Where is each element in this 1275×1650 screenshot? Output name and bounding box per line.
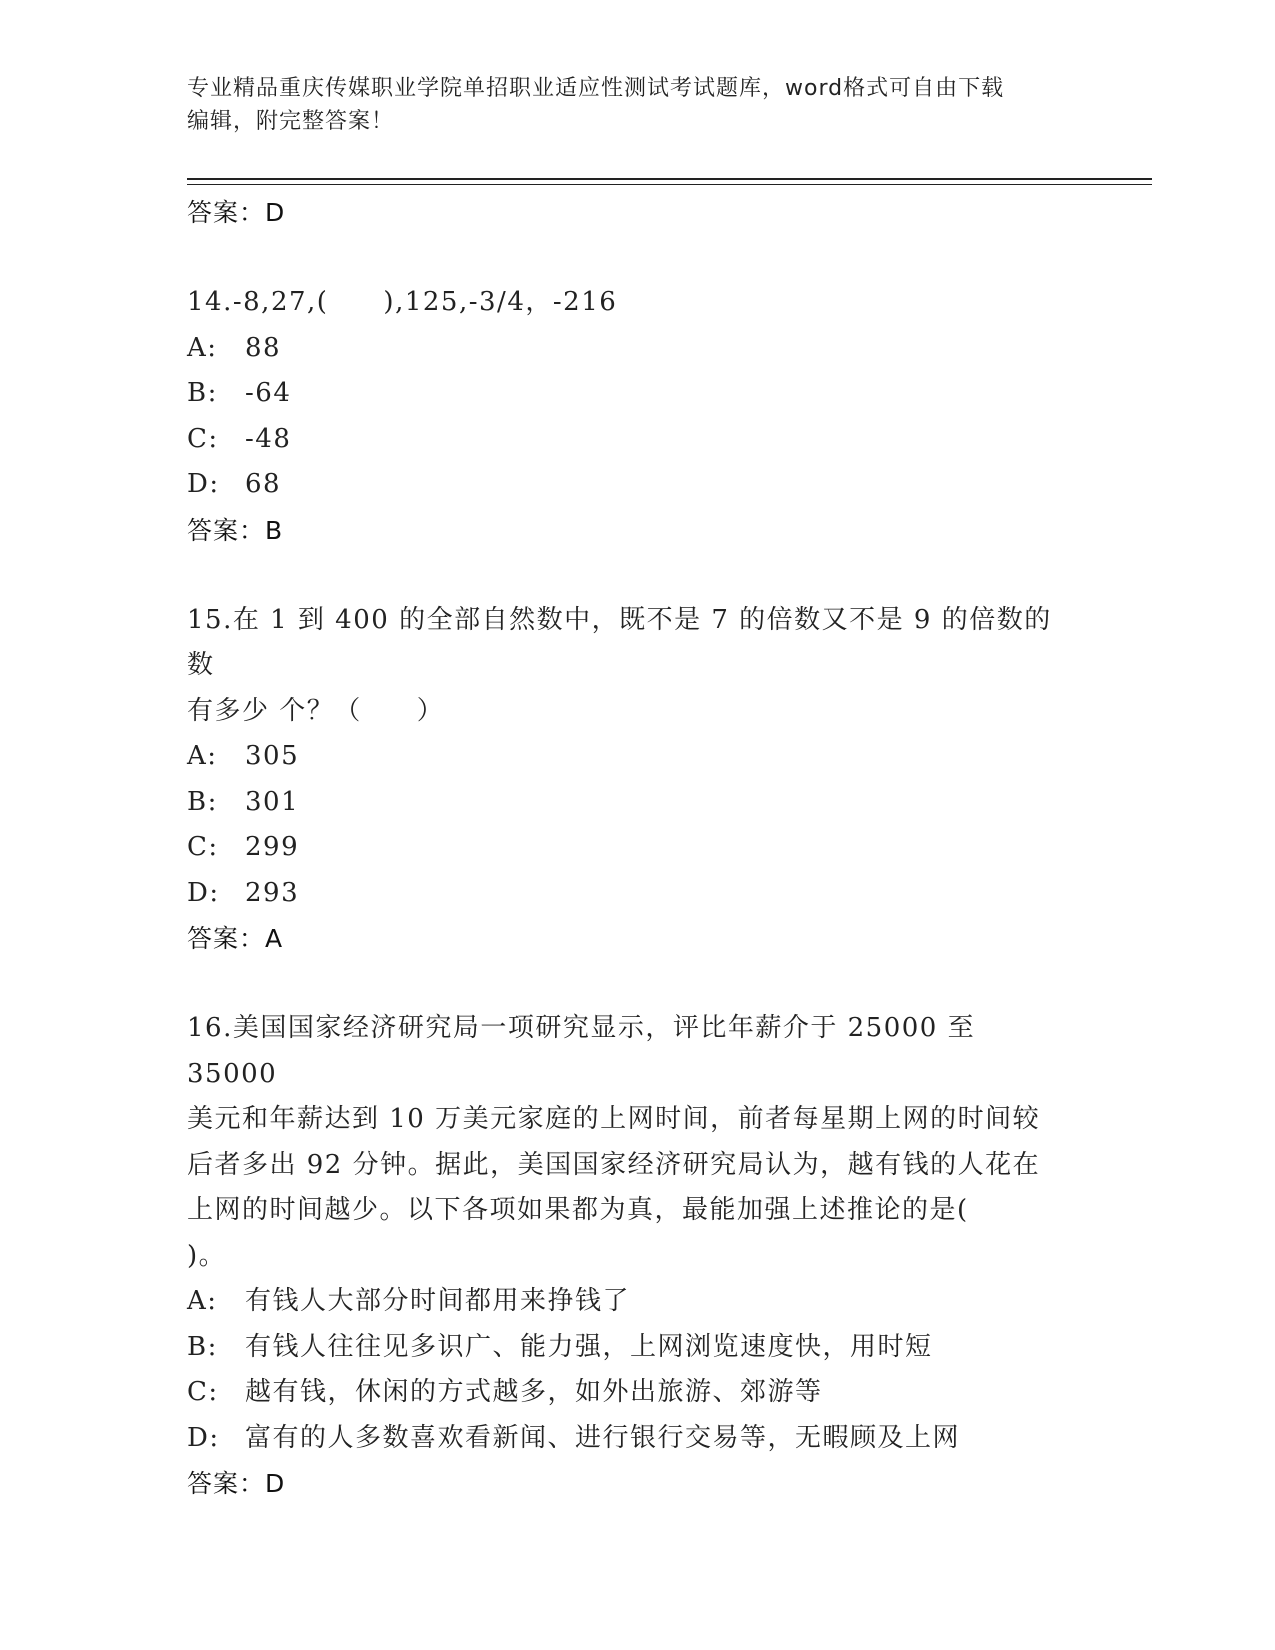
option-letter: B: [187, 786, 218, 817]
header-line-2: 编辑，附完整答案！ [187, 109, 395, 134]
question-list [187, 188, 1067, 1506]
option-a [187, 734, 1067, 780]
option-letter: A: [187, 332, 218, 363]
option-d [187, 462, 1067, 508]
option-letter: C: [187, 423, 219, 454]
page-header [187, 72, 1067, 138]
option-text: 293 [245, 877, 300, 908]
option-letter: A: [187, 1286, 218, 1316]
question-text-line-1: 15.在 1 到 400 的全部自然数中，既不是 7 的倍数又不是 9 的倍数的数 [187, 604, 1052, 680]
question-text-line-2: 美元和年薪达到 10 万美元家庭的上网时间，前者每星期上网的时间较 [187, 1104, 1041, 1134]
option-text: 299 [245, 832, 300, 862]
option-text: 越有钱，休闲的方式越多，如外出旅游、郊游等 [245, 1377, 823, 1407]
option-letter: B: [187, 378, 218, 408]
answer-line: 答案：B [187, 515, 284, 545]
header-line-1: 专业精品重庆传媒职业学院单招职业适应性测试考试题库，word格式可自由下载 [187, 76, 1005, 101]
option-text: 有钱人大部分时间都用来挣钱了 [245, 1286, 631, 1316]
question-text-line-1: 16.美国国家经济研究局一项研究显示，评比年薪介于 25000 至 35000 [187, 1013, 976, 1089]
question-15 [187, 598, 1067, 962]
option-letter: C: [187, 1377, 219, 1407]
option-a [187, 1279, 1067, 1325]
option-b [187, 780, 1067, 826]
option-d [187, 1416, 1067, 1462]
option-text: 富有的人多数喜欢看新闻、进行银行交易等，无暇顾及上网 [245, 1422, 961, 1453]
option-c [187, 825, 1067, 871]
header-divider [187, 178, 1152, 185]
question-14 [187, 280, 1067, 553]
option-text: -48 [245, 423, 292, 454]
answer-line: 答案：D [187, 198, 286, 227]
option-d [187, 871, 1067, 917]
question-text: 14.-8,27,( ),125,-3/4，-216 [187, 287, 618, 317]
option-letter: A: [187, 741, 218, 771]
option-b [187, 371, 1067, 417]
question-text-line-2: 有多少 个？（ ） [187, 695, 445, 726]
option-letter: C: [187, 832, 219, 862]
option-letter: D: [187, 1422, 220, 1453]
option-letter: D: [187, 877, 220, 908]
question-text-line-5: )。 [187, 1240, 227, 1271]
option-text: -64 [245, 378, 292, 408]
answer-line: 答案：D [187, 1469, 286, 1498]
option-c [187, 417, 1067, 463]
option-text: 有钱人往往见多识广、能力强，上网浏览速度快，用时短 [245, 1331, 933, 1362]
question-text-line-3: 后者多出 92 分钟。据此，美国国家经济研究局认为，越有钱的人花在 [187, 1149, 1041, 1180]
option-c [187, 1370, 1067, 1416]
option-text: 68 [245, 469, 282, 499]
option-text: 301 [245, 786, 300, 817]
option-text: 88 [245, 332, 282, 363]
option-letter: D: [187, 469, 220, 499]
answer-line: 答案：A [187, 924, 284, 953]
question-16 [187, 1006, 1067, 1506]
option-text: 305 [245, 741, 300, 771]
option-letter: B: [187, 1331, 218, 1362]
option-b [187, 1325, 1067, 1371]
question-text-line-4: 上网的时间越少。以下各项如果都为真，最能加强上述推论的是( [187, 1195, 969, 1225]
option-a [187, 326, 1067, 372]
